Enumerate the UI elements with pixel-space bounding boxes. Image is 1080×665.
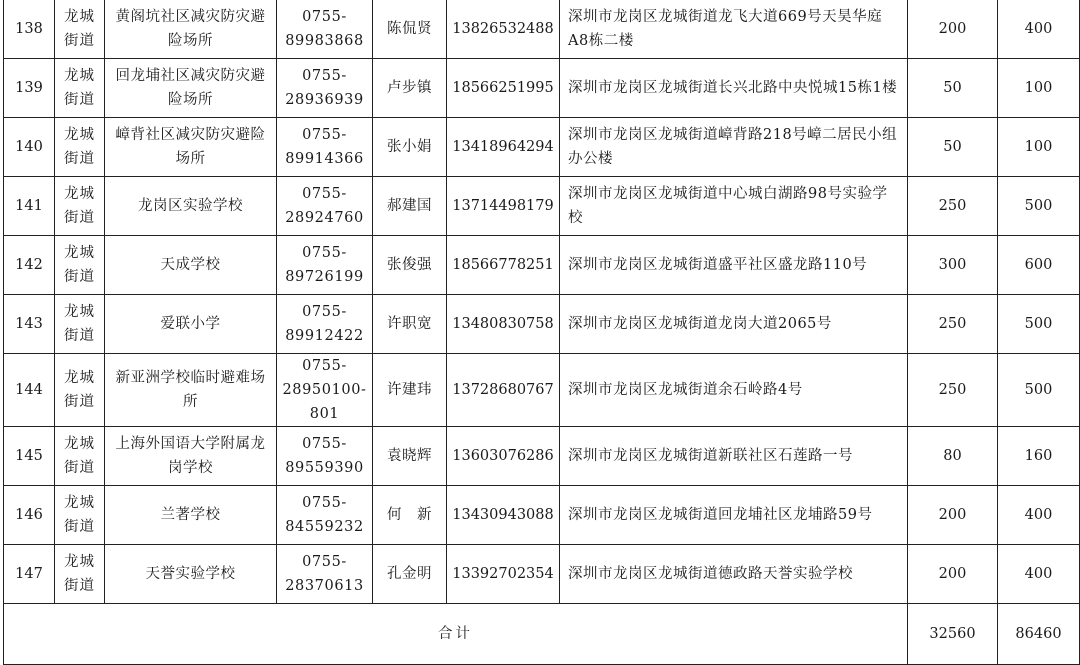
area-cell: 200: [908, 486, 998, 545]
phone-cell: 0755-89983868: [277, 0, 373, 59]
table-body: [4, 0, 1080, 604]
capacity-cell: 500: [998, 177, 1080, 236]
district-cell: 龙城街道: [55, 118, 105, 177]
total-label: 合计: [4, 604, 908, 665]
contact-person: 张俊强: [373, 236, 447, 295]
capacity-cell: 400: [998, 545, 1080, 604]
phone-cell: 0755-89559390: [277, 427, 373, 486]
total-area: 32560: [908, 604, 998, 665]
row-number: 145: [4, 427, 55, 486]
district-cell: 龙城街道: [55, 295, 105, 354]
shelter-table: [3, 0, 1080, 665]
area-cell: 80: [908, 427, 998, 486]
phone-cell: 0755-89726199: [277, 236, 373, 295]
capacity-cell: 500: [998, 295, 1080, 354]
row-number: 140: [4, 118, 55, 177]
mobile-cell: 13603076286: [447, 427, 560, 486]
contact-person: 陈侃贤: [373, 0, 447, 59]
address-cell: 深圳市龙岗区龙城街道回龙埔社区龙埔路59号: [560, 486, 908, 545]
phone-cell: 0755-28370613: [277, 545, 373, 604]
table-row: [4, 177, 1080, 236]
row-number: 138: [4, 0, 55, 59]
address-cell: 深圳市龙岗区龙城街道龙岗大道2065号: [560, 295, 908, 354]
table-row: [4, 354, 1080, 427]
area-cell: 200: [908, 545, 998, 604]
district-cell: 龙城街道: [55, 545, 105, 604]
area-cell: 250: [908, 354, 998, 427]
row-number: 146: [4, 486, 55, 545]
contact-person: 卢步镇: [373, 59, 447, 118]
contact-person: 何 新: [373, 486, 447, 545]
address-cell: 深圳市龙岗区龙城街道余石岭路4号: [560, 354, 908, 427]
row-number: 142: [4, 236, 55, 295]
contact-person: 孔金明: [373, 545, 447, 604]
area-cell: 200: [908, 0, 998, 59]
shelter-name: 天誉实验学校: [105, 545, 277, 604]
area-cell: 50: [908, 59, 998, 118]
capacity-cell: 400: [998, 486, 1080, 545]
shelter-name: 上海外国语大学附属龙岗学校: [105, 427, 277, 486]
phone-cell: 0755-28924760: [277, 177, 373, 236]
mobile-cell: 18566778251: [447, 236, 560, 295]
district-cell: 龙城街道: [55, 0, 105, 59]
row-number: 143: [4, 295, 55, 354]
table-row: [4, 118, 1080, 177]
address-cell: 深圳市龙岗区龙城街道长兴北路中央悦城15栋1楼: [560, 59, 908, 118]
capacity-cell: 500: [998, 354, 1080, 427]
capacity-cell: 600: [998, 236, 1080, 295]
mobile-cell: 13480830758: [447, 295, 560, 354]
area-cell: 50: [908, 118, 998, 177]
mobile-cell: 13826532488: [447, 0, 560, 59]
contact-person: 郝建国: [373, 177, 447, 236]
phone-cell: 0755-89914366: [277, 118, 373, 177]
capacity-cell: 100: [998, 59, 1080, 118]
address-cell: 深圳市龙岗区龙城街道中心城白湖路98号实验学校: [560, 177, 908, 236]
shelter-name: 龙岗区实验学校: [105, 177, 277, 236]
contact-person: 许职宽: [373, 295, 447, 354]
area-cell: 300: [908, 236, 998, 295]
mobile-cell: 13728680767: [447, 354, 560, 427]
address-cell: 深圳市龙岗区龙城街道嶂背路218号嶂二居民小组办公楼: [560, 118, 908, 177]
table-row: [4, 295, 1080, 354]
table-row: [4, 486, 1080, 545]
contact-person: 许建玮: [373, 354, 447, 427]
mobile-cell: 18566251995: [447, 59, 560, 118]
phone-cell: 0755-84559232: [277, 486, 373, 545]
mobile-cell: 13714498179: [447, 177, 560, 236]
table-row: [4, 427, 1080, 486]
capacity-cell: 160: [998, 427, 1080, 486]
contact-person: 张小娟: [373, 118, 447, 177]
total-capacity: 86460: [998, 604, 1080, 665]
address-cell: 深圳市龙岗区龙城街道德政路天誉实验学校: [560, 545, 908, 604]
district-cell: 龙城街道: [55, 486, 105, 545]
shelter-name: 新亚洲学校临时避难场所: [105, 354, 277, 427]
shelter-name: 回龙埔社区减灾防灾避险场所: [105, 59, 277, 118]
area-cell: 250: [908, 295, 998, 354]
district-cell: 龙城街道: [55, 59, 105, 118]
shelter-name: 黄阁坑社区减灾防灾避险场所: [105, 0, 277, 59]
area-cell: 250: [908, 177, 998, 236]
row-number: 141: [4, 177, 55, 236]
shelter-name: 爱联小学: [105, 295, 277, 354]
capacity-cell: 400: [998, 0, 1080, 59]
phone-cell: 0755-28936939: [277, 59, 373, 118]
table-row: [4, 236, 1080, 295]
address-cell: 深圳市龙岗区龙城街道盛平社区盛龙路110号: [560, 236, 908, 295]
table-row: [4, 59, 1080, 118]
total-row: [4, 604, 1080, 665]
row-number: 139: [4, 59, 55, 118]
row-number: 144: [4, 354, 55, 427]
phone-cell: 0755-28950100-801: [277, 354, 373, 427]
shelter-name: 嶂背社区减灾防灾避险场所: [105, 118, 277, 177]
district-cell: 龙城街道: [55, 236, 105, 295]
mobile-cell: 13392702354: [447, 545, 560, 604]
row-number: 147: [4, 545, 55, 604]
table-row: [4, 0, 1080, 59]
district-cell: 龙城街道: [55, 427, 105, 486]
capacity-cell: 100: [998, 118, 1080, 177]
mobile-cell: 13430943088: [447, 486, 560, 545]
mobile-cell: 13418964294: [447, 118, 560, 177]
district-cell: 龙城街道: [55, 354, 105, 427]
district-cell: 龙城街道: [55, 177, 105, 236]
address-cell: 深圳市龙岗区龙城街道龙飞大道669号天昊华庭A8栋二楼: [560, 0, 908, 59]
address-cell: 深圳市龙岗区龙城街道新联社区石莲路一号: [560, 427, 908, 486]
shelter-name: 兰著学校: [105, 486, 277, 545]
phone-cell: 0755-89912422: [277, 295, 373, 354]
shelter-name: 天成学校: [105, 236, 277, 295]
contact-person: 袁晓辉: [373, 427, 447, 486]
table-row: [4, 545, 1080, 604]
